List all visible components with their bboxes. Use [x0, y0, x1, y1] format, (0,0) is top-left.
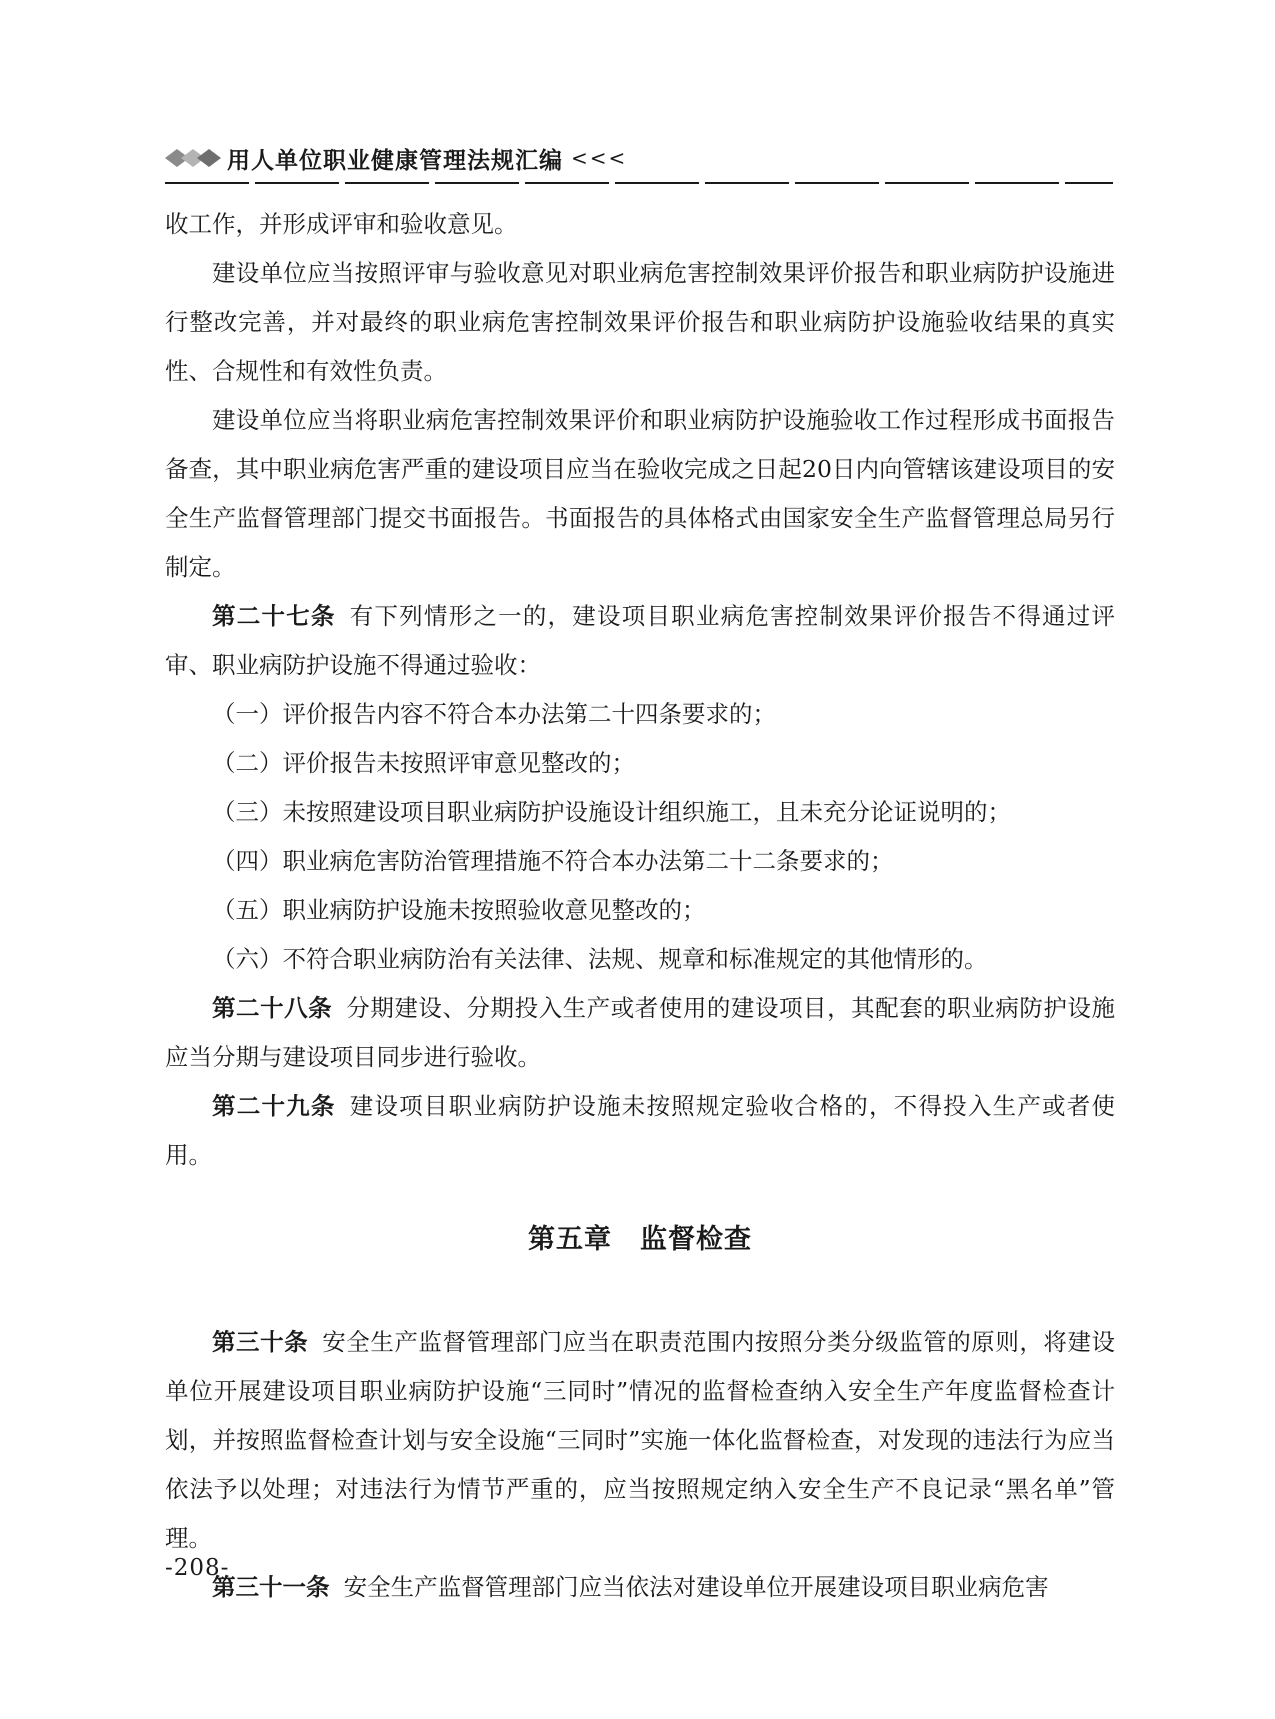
article-29 — [165, 1082, 1115, 1180]
paragraph-rectification: 建设单位应当按照评审与验收意见对职业病危害控制效果评价报告和职业病防护设施进行整改完善，并对最终的职业病危害控制效果评价报告和职业病防护设施验收结果的真实性、合规性和有效性负责。 — [165, 259, 1115, 385]
article-30-label: 第三十条 — [212, 1328, 309, 1356]
article-30-text: 安全生产监督管理部门应当在职责范围内按照分类分级监管的原则，将建设单位开展建设项目职业病防护设施“三同时”情况的监督检查纳入安全生产年度监督检查计划，并按照监督检查计划与安全设施“三同时”实施一体化监督检查，对发现的违法行为应当依法予以处理；对违法行为情节严重的，应当按照规定纳入安全生产不良记录“黑名单”管理。 — [165, 1328, 1115, 1552]
list-item: （六）不符合职业病防治有关法律、法规、规章和标准规定的其他情形的。 — [212, 945, 988, 973]
article-28-label: 第二十八条 — [212, 994, 333, 1022]
running-header-title: 用人单位职业健康管理法规汇编 — [227, 147, 563, 174]
article-29-text: 建设项目职业病防护设施未按照规定验收合格的，不得投入生产或者使用。 — [165, 1092, 1116, 1169]
running-header-mark: <<< — [571, 146, 628, 170]
chapter-heading: 第五章 监督检查 — [528, 1224, 752, 1255]
list-item: （四）职业病危害防治管理措施不符合本办法第二十二条要求的； — [212, 847, 894, 875]
running-header — [163, 140, 627, 176]
header-rule — [165, 182, 1113, 184]
article-29-label: 第二十九条 — [212, 1092, 336, 1120]
list-item: （二）评价报告未按照评审意见整改的； — [212, 749, 635, 777]
article-27-text: 有下列情形之一的，建设项目职业病危害控制效果评价报告不得通过评审、职业病防护设施不得通过验收： — [165, 602, 1116, 679]
article-28-text: 分期建设、分期投入生产或者使用的建设项目，其配套的职业病防护设施应当分期与建设项目同步进行验收。 — [165, 994, 1116, 1071]
article-31-text: 安全生产监督管理部门应当依法对建设单位开展建设项目职业病危害 — [343, 1573, 1049, 1601]
article-31 — [165, 1563, 1115, 1612]
list-item: （一）评价报告内容不符合本办法第二十四条要求的； — [212, 700, 776, 728]
article-27 — [165, 592, 1115, 690]
paragraph-report-filing: 建设单位应当将职业病危害控制效果评价和职业病防护设施验收工作过程形成书面报告备查，其中职业病危害严重的建设项目应当在验收完成之日起20日内向管辖该建设项目的安全生产监督管理部门提交书面报告。书面报告的具体格式由国家安全生产监督管理总局另行制定。 — [165, 406, 1115, 581]
article-31-label: 第三十一条 — [212, 1573, 330, 1601]
list-item: （五）职业病防护设施未按照验收意见整改的； — [212, 896, 706, 924]
article-28 — [165, 984, 1115, 1082]
article-30 — [165, 1318, 1115, 1563]
list-item: （三）未按照建设项目职业病防护设施设计组织施工，且未充分论证说明的； — [212, 798, 1011, 826]
document-body — [165, 200, 1115, 1612]
article-27-label: 第二十七条 — [212, 602, 336, 630]
page-number: -208- — [165, 1555, 230, 1581]
continuation-paragraph: 收工作，并形成评审和验收意见。 — [165, 210, 518, 238]
double-diamond-arrow-icon — [163, 146, 223, 170]
